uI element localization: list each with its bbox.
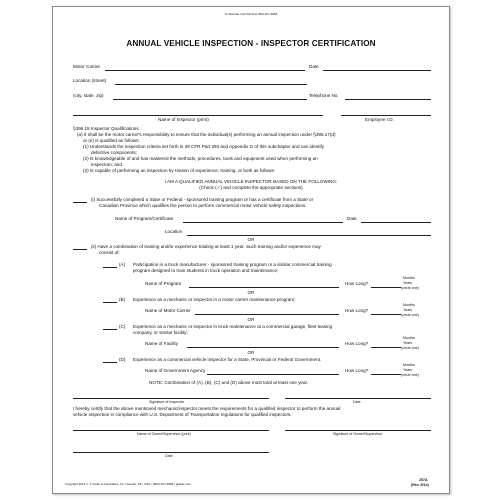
- certify-text2: vehicle inspection in compliance with U.S. Department of Transportation regulations for qualified inspectors.: [73, 412, 292, 417]
- sub-c-letter: (C): [119, 324, 126, 329]
- option-ii-check[interactable]: [73, 249, 87, 250]
- sub-a-text2: program designed to train students in truck operation and maintenance;: [133, 268, 279, 273]
- sub-b-circle-note: (circle one): [401, 313, 419, 317]
- sub-a-months[interactable]: Months: [403, 276, 415, 280]
- option-i-location-field[interactable]: [187, 235, 431, 236]
- sub-b-name-field[interactable]: [195, 314, 339, 315]
- sub-a-name-label: Name of Program: [145, 281, 182, 286]
- sub-a-check[interactable]: [103, 267, 117, 268]
- reg-a: (a) It shall be the motor carrier's responsibility to ensure that the individual(s) performing an annual inspection under §396.17(d): [77, 132, 336, 137]
- owner-signature-field[interactable]: [285, 430, 431, 431]
- sub-a-text1: Participation in a truck manufacturer - sponsored training program or a similar commercial training: [133, 262, 332, 267]
- sub-a-circle-note: (circle one): [401, 286, 419, 290]
- reg-a3: (3) Is capable of performing an inspection by reason of experience, training, or both as follows:: [83, 168, 276, 173]
- city-state-zip-field[interactable]: [113, 99, 307, 100]
- location-street-field[interactable]: [115, 84, 307, 85]
- option-i-date-field[interactable]: [361, 222, 431, 223]
- sub-c-text1: Experience as a mechanic or inspector in truck maintenance at a commercial garage, fleet leasing: [133, 324, 333, 329]
- sub-b-name-label: Name of Motor Carrier: [145, 308, 191, 313]
- sub-a-name-field[interactable]: [189, 287, 339, 288]
- reorder-note: To Reorder Call Toll Free 800-327-6868: [224, 12, 278, 16]
- inspector-name-label: Name of Inspector (print): [158, 117, 209, 122]
- inspector-name-field[interactable]: [73, 115, 323, 116]
- sub-c-circle-note: (circle one): [401, 346, 419, 350]
- motor-carrier-label: Motor Carrier: [73, 64, 101, 69]
- footer-revision: (Rev. 5/14): [411, 483, 429, 487]
- option-ii-text1: (ii) Have a combination of training and/or experience totaling at least 1 year. Such training and/or experience may: [91, 244, 321, 249]
- combination-note: NOTE: Combination of (A), (B), (C) and (D) above must total at least one year.: [149, 380, 309, 385]
- sub-b-how-long: How Long?: [345, 308, 369, 313]
- reg-a1-cont: defective components;: [91, 150, 137, 155]
- or-divider-2: OR: [247, 290, 255, 295]
- option-i-date-label: Date: [347, 216, 357, 221]
- option-i-text1: (i) Successfully completed a State or Federal - sponsored training program or has a certificate from a State or: [91, 197, 314, 202]
- inspector-signature-date-field[interactable]: [285, 398, 431, 399]
- sub-c-check[interactable]: [103, 329, 117, 330]
- sub-c-text2: company, or similar facility;: [133, 330, 188, 335]
- sub-c-duration-field[interactable]: [371, 347, 401, 348]
- footer-form-number: 257A: [419, 478, 428, 482]
- sub-a-years[interactable]: Years: [403, 281, 413, 285]
- footer-copyright: Copyright 2014 J. J. Keller & Associates, Inc. Neenah, WI • USA • (800) 327-6868 • jjkeller.com: [65, 482, 191, 486]
- option-i-text2: Canadian Province which qualifies the person to perform commercial motor vehicle safety inspections.: [99, 203, 307, 208]
- qualified-heading: I AM A QUALIFIED ANNUAL VEHICLE INSPECTOR BASED ON THE FOLLOWING:: [164, 179, 338, 184]
- sub-b-duration-field[interactable]: [371, 314, 401, 315]
- sub-a-duration-field[interactable]: [371, 287, 401, 288]
- owner-date-field[interactable]: [73, 452, 269, 453]
- sub-d-text1: Experience as a commercial vehicle inspector for a State, Provincial or Federal Government.: [133, 357, 322, 362]
- sub-d-months[interactable]: Months: [403, 363, 415, 367]
- sub-d-how-long: How Long?: [345, 368, 369, 373]
- reg-heading: §396.19 Inspector Qualifications.: [73, 126, 140, 131]
- inspector-signature-field[interactable]: [73, 398, 269, 399]
- owner-date-label: Date: [165, 454, 173, 458]
- sub-d-duration-field[interactable]: [371, 374, 401, 375]
- sub-b-text1: Experience as a mechanic or inspector in a motor carrier maintenance program;: [133, 297, 296, 302]
- sub-c-name-field[interactable]: [187, 347, 339, 348]
- option-i-check[interactable]: [73, 202, 87, 203]
- sub-d-circle-note: (circle one): [401, 373, 419, 377]
- program-certificate-label: Name of Program/Certificate: [115, 216, 174, 221]
- reg-a-cont: or (e) is qualified as follows:: [83, 138, 140, 143]
- sub-b-months[interactable]: Months: [403, 303, 415, 307]
- telephone-label: Telephone No.: [309, 93, 339, 98]
- sub-d-years[interactable]: Years: [403, 368, 413, 372]
- qualified-instructions: (Check (✓) and complete the appropriate sections): [199, 185, 303, 190]
- reg-a2: (2) Is knowledgeable of and has mastered the methods, procedures, tools and equipment used when performing an: [83, 156, 318, 161]
- sub-a-how-long: How Long?: [345, 281, 369, 286]
- reg-a1: (1) Understands the inspection criteria set forth in 49 CFR Part 393 and Appendix G of this subchapter and can identify: [83, 144, 325, 149]
- sub-d-letter: (D): [119, 357, 126, 362]
- employee-id-field[interactable]: [341, 115, 431, 116]
- sub-d-name-label: Name of Government Agency: [145, 368, 206, 373]
- or-divider-1: OR: [247, 237, 255, 242]
- sub-c-name-label: Name of Facility: [145, 341, 178, 346]
- option-i-row: [73, 200, 87, 205]
- sub-d-check[interactable]: [103, 362, 117, 363]
- sub-b-letter: (B): [119, 297, 126, 302]
- location-street-label: Location (street): [73, 78, 107, 83]
- program-certificate-field[interactable]: [183, 222, 343, 223]
- owner-name-label: Name of Owner/Supervisor (print): [137, 432, 191, 436]
- sub-c-months[interactable]: Months: [403, 336, 415, 340]
- motor-carrier-field[interactable]: [105, 70, 305, 71]
- inspection-form-sheet: [52, 6, 450, 494]
- inspector-signature-label: Signature of Inspector: [149, 400, 185, 404]
- telephone-field[interactable]: [345, 99, 431, 100]
- date-label: Date: [309, 64, 319, 69]
- sub-c-how-long: How Long?: [345, 341, 369, 346]
- inspector-signature-date-label: Date: [353, 400, 361, 404]
- employee-id-label: Employee I.D.: [365, 117, 394, 122]
- date-field[interactable]: [323, 70, 431, 71]
- form-title: ANNUAL VEHICLE INSPECTION - INSPECTOR CERTIFICATION: [126, 39, 376, 48]
- sub-b-years[interactable]: Years: [403, 308, 413, 312]
- sub-b-check[interactable]: [103, 302, 117, 303]
- or-divider-4: OR: [247, 350, 255, 355]
- certify-text1: I hereby certify that the above mentioned mechanic/inspector meets the requirements for a qualified inspector to perform the annual: [73, 406, 341, 411]
- sub-c-years[interactable]: Years: [403, 341, 413, 345]
- city-state-zip-label: (city, state, zip): [73, 93, 104, 98]
- owner-signature-label: Signature of Owner/Supervisor: [333, 432, 383, 436]
- option-ii-text2: consist of:: [99, 250, 120, 255]
- owner-name-field[interactable]: [73, 430, 269, 431]
- reg-a2-cont: inspection; and: [91, 162, 122, 167]
- option-i-location-label: Location: [165, 229, 183, 234]
- or-divider-3: OR: [247, 317, 255, 322]
- sub-d-name-field[interactable]: [207, 374, 339, 375]
- sub-a-letter: (A): [119, 262, 126, 267]
